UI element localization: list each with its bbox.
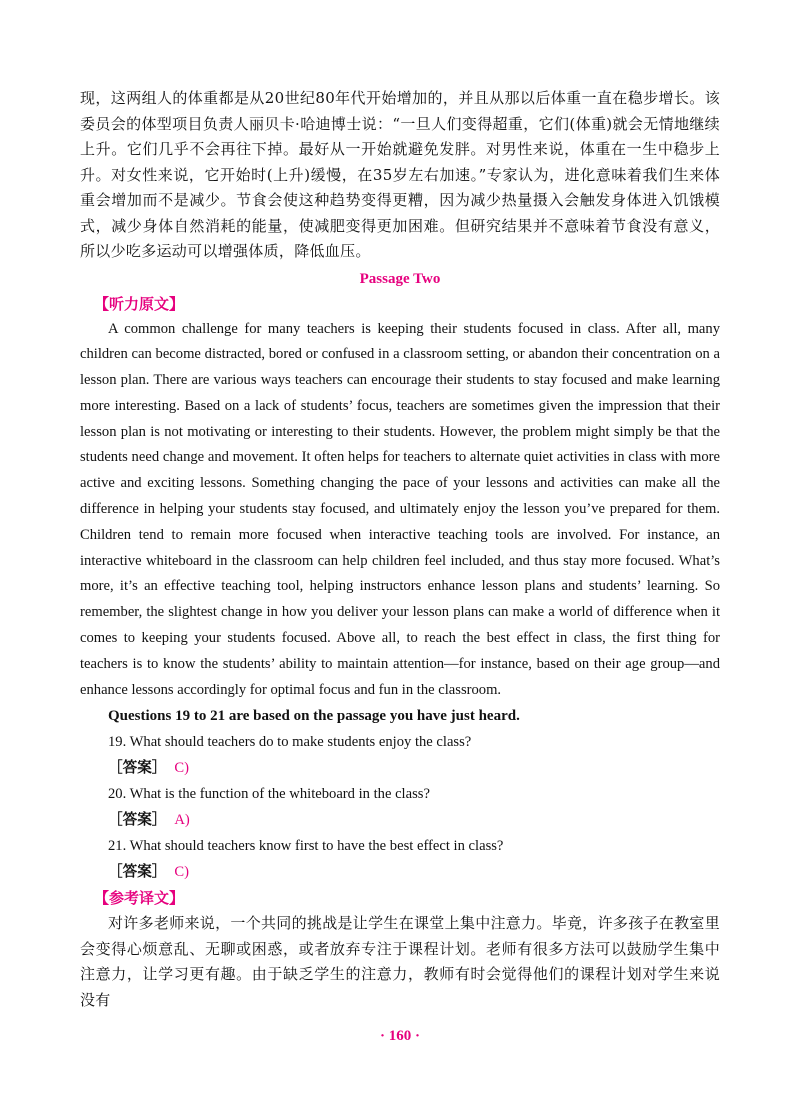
answer-value: C): [174, 760, 189, 777]
answer-label: ［答案］: [108, 863, 167, 881]
page-number: · 160 ·: [379, 1028, 420, 1044]
question-21: 21. What should teachers know first to have the best effect in class?: [108, 838, 504, 855]
page-content: [80, 86, 720, 1013]
passage-title: Passage Two: [359, 270, 441, 287]
answer-label: ［答案］: [108, 811, 167, 829]
transcript-label: 【听力原文】: [94, 294, 185, 313]
answer-21: [80, 859, 720, 885]
transcript-text: A common challenge for many teachers is keeping their students focused in class. After all, many children can become distracted, bored or confused in a classroom setting, or abandon their concentration on a lesson plan. There are various ways teachers can encourage their students to stay focused and make learning more interesting. Based on a lack of students’ focus, teachers are sometimes given the impression that their lesson plan is not motivating or interesting to their students. However, the problem might simply be that the students need change and movement. It often helps for teachers to alternate quiet activities in class with more active and exciting lessons. Something changing the pace of your lessons and activities can make all the difference in helping your students stay focused, and ultimately enjoy the lesson you’ve prepared for them. Children tend to remain more focused when interactive teaching tools are involved. For instance, an interactive whiteboard in the classroom can help children feel included, and thus stay more focused. What’s more, it’s an effective teaching tool, helping instructors enhance lesson plans and students’ learning. So remember, the slightest change in how you deliver your lesson plans can make a world of difference when it comes to keeping your students focused. Above all, to reach the best effect in class, the first thing for teachers is to know the students’ ability to maintain attention—for instance, based on their age group—and enhance lessons accordingly for optimal focus and fun in the classroom.: [80, 320, 720, 698]
answer-20: [80, 807, 720, 833]
questions-heading: Questions 19 to 21 are based on the passage you have just heard.: [108, 708, 520, 725]
question-20: 20. What is the function of the whiteboard in the class?: [108, 786, 430, 803]
reference-translation: 对许多老师来说，一个共同的挑战是让学生在课堂上集中注意力。毕竟，许多孩子在教室里会变得心烦意乱、无聊或困惑，或者放弃专注于课程计划。老师有很多方法可以鼓励学生集中注意力，让学习更有趣。由于缺乏学生的注意力，教师有时会觉得他们的课程计划对学生来说没有: [80, 914, 721, 1009]
translation-label: 【参考译文】: [94, 889, 185, 908]
question-19: 19. What should teachers do to make students enjoy the class?: [108, 734, 472, 751]
answer-19: [80, 755, 720, 781]
answer-label: ［答案］: [108, 759, 167, 777]
previous-passage-translation: 现，这两组人的体重都是从20世纪80年代开始增加的，并且从那以后体重一直在稳步增长。该委员会的体型项目负责人丽贝卡·哈迪博士说：“一旦人们变得超重，它们(体重)就会无情地继续上升。它们几乎不会再往下掉。最好从一开始就避免发胖。对男性来说，体重在一生中稳步上升。对女性来说，它开始时(上升)缓慢，在35岁左右加速。”专家认为，进化意味着我们生来体重会增加而不是减少。节食会使这种趋势变得更糟，因为减少热量摄入会触发身体进入饥饿模式，减少身体自然消耗的能量，使减肥变得更加困难。但研究结果并不意味着节食没有意义，所以少吃多运动可以增强体质，降低血压。: [80, 89, 720, 260]
answer-value: C): [174, 864, 189, 881]
answer-value: A): [174, 812, 190, 829]
